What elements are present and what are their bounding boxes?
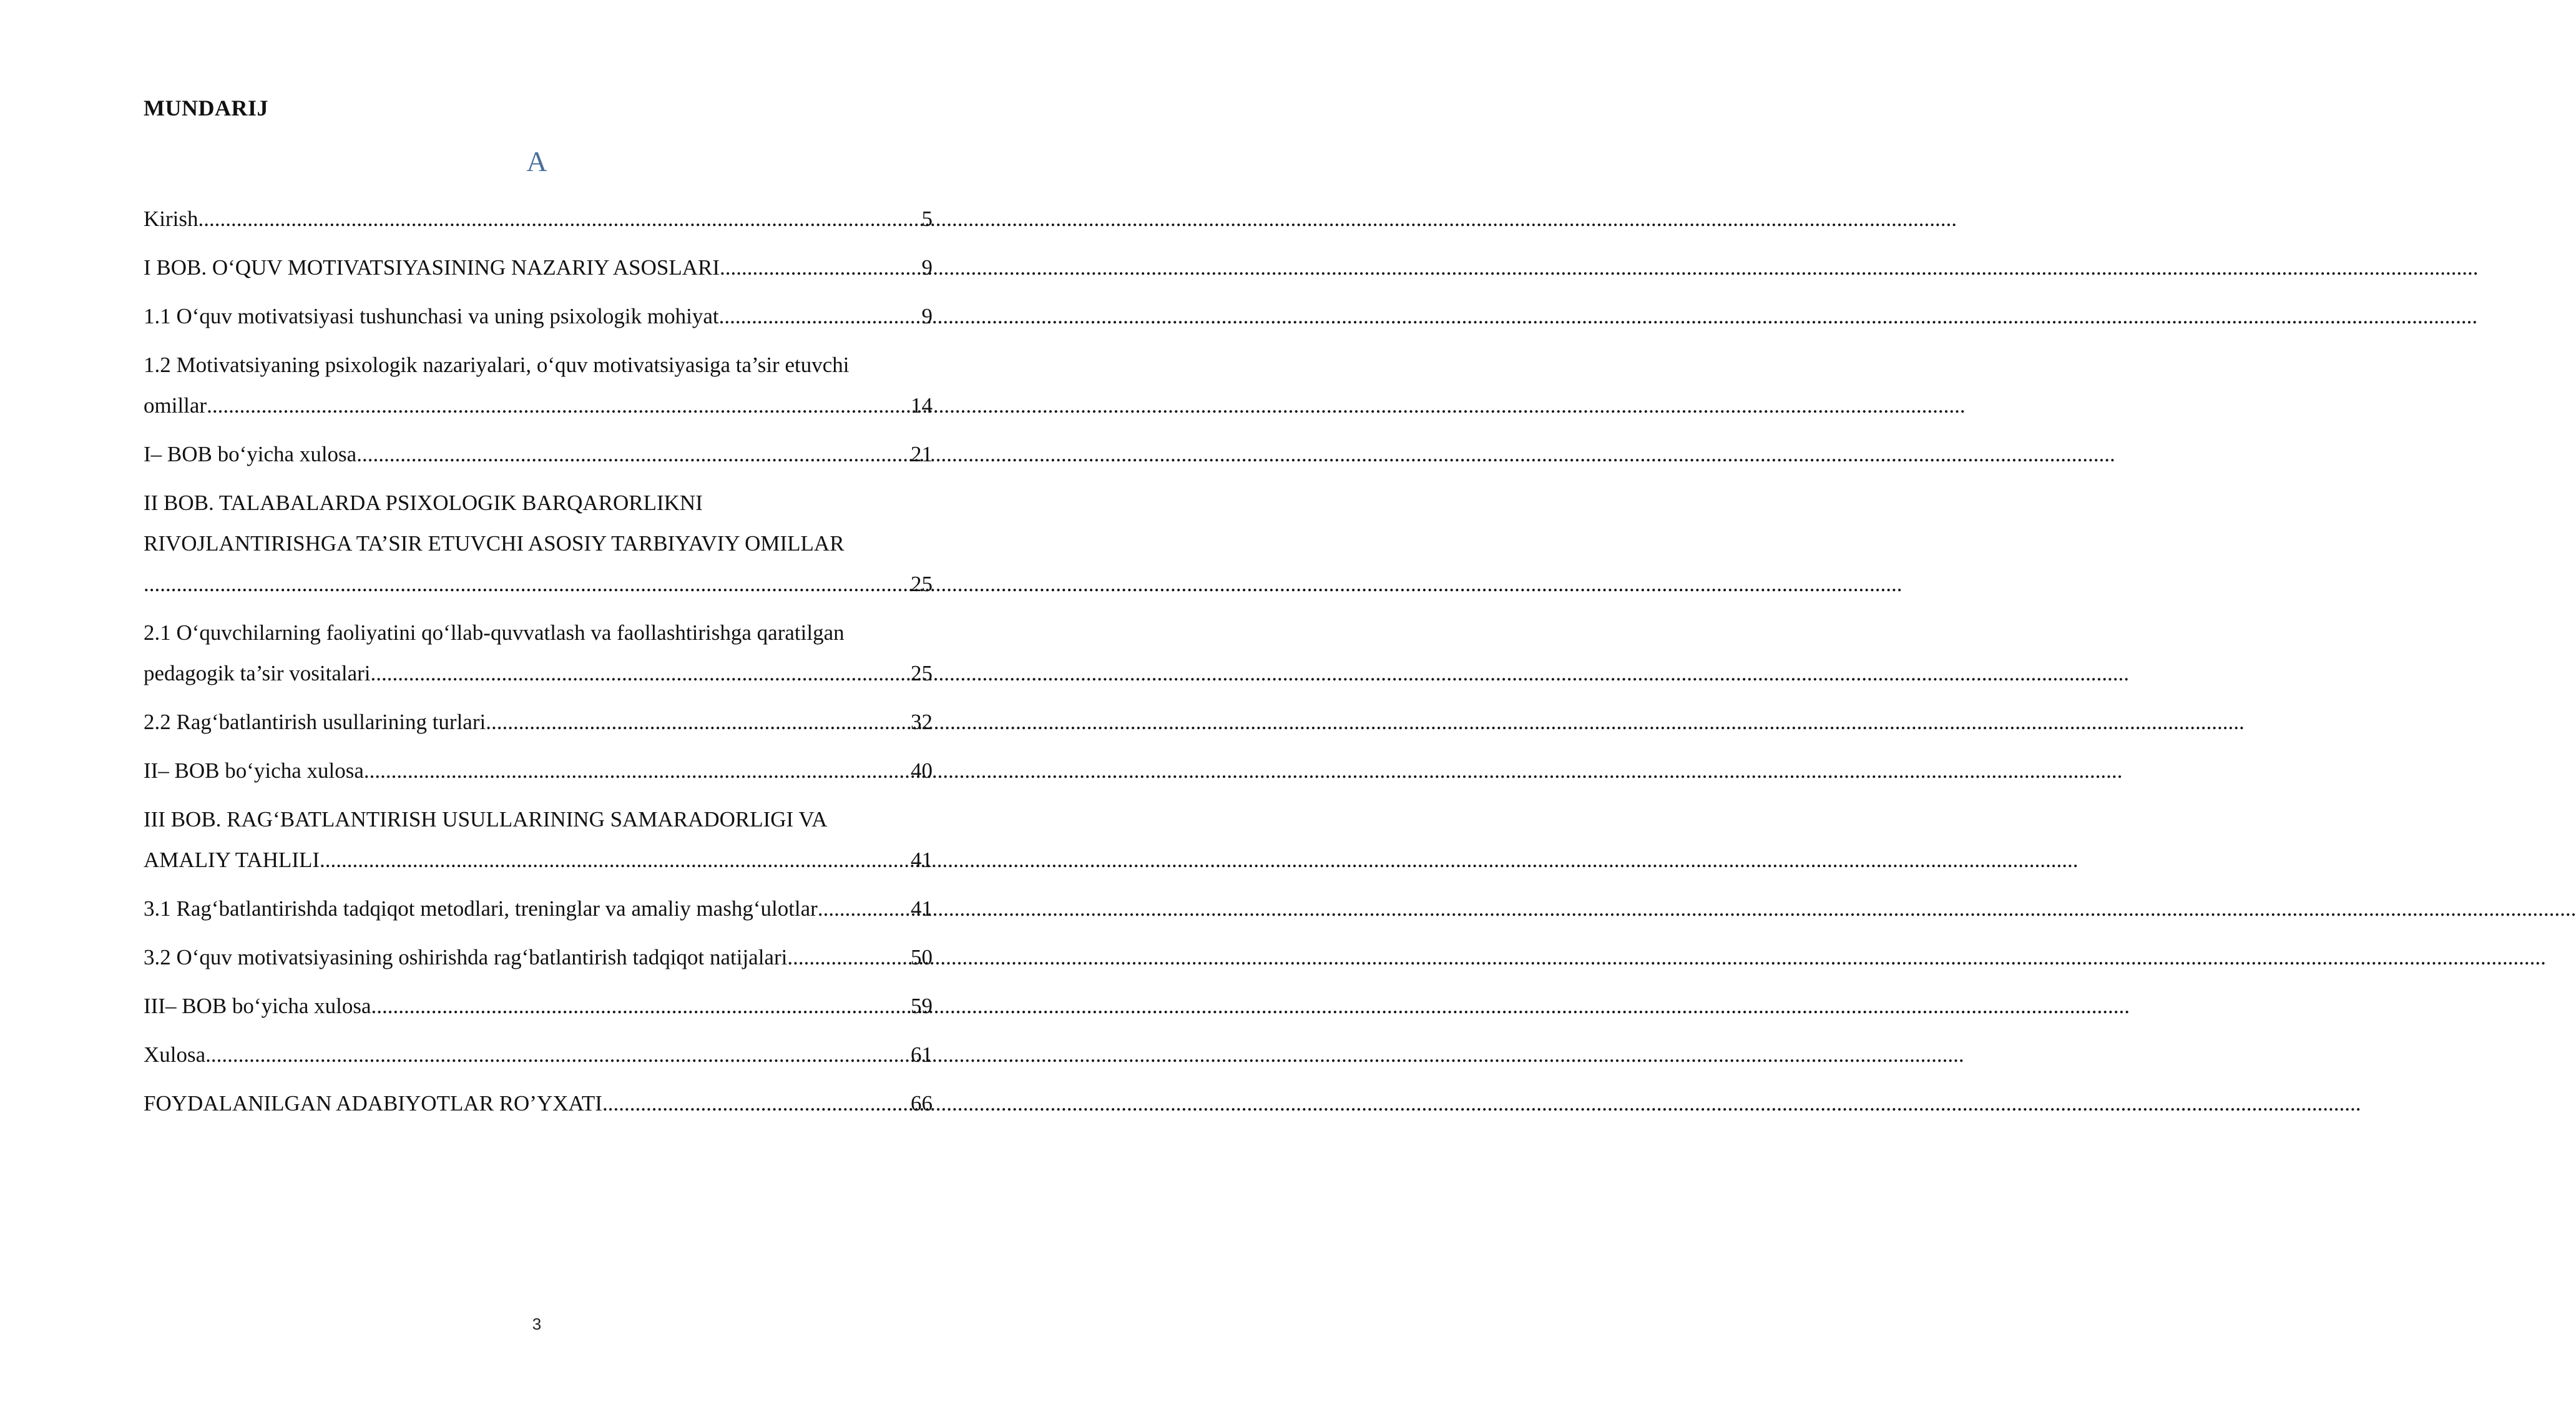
dot-leader (720, 247, 919, 288)
toc-entry[interactable] (144, 199, 933, 239)
toc-entry-leader-line (144, 385, 933, 426)
toc-entry-leader-line (144, 750, 933, 791)
toc-entry-leader-line (144, 840, 933, 880)
dot-leader (320, 840, 908, 880)
toc-entry[interactable] (144, 986, 933, 1026)
dot-leader (486, 702, 908, 742)
toc-entry-title: 2.2 Rag‘batlantirish usullarining turlari (144, 710, 486, 734)
toc-entry-page-number: 25 (911, 661, 933, 685)
document-page (0, 0, 999, 1412)
toc-entry-page-number: 50 (911, 945, 933, 969)
toc-entry-title: 1.1 O‘quv motivatsiyasi tushunchasi va uning psixologik mohiyat (144, 304, 719, 328)
toc-entry[interactable] (144, 888, 933, 929)
toc-entry[interactable] (144, 345, 933, 426)
toc-entry-page-number: 41 (911, 896, 933, 921)
dot-leader (356, 434, 908, 474)
toc-entry-title: AMALIY TAHLILI (144, 848, 320, 872)
toc-entry-title: Kirish (144, 207, 198, 231)
dot-leader (787, 937, 908, 978)
dot-leader (371, 986, 908, 1026)
toc-entry-title: FOYDALANILGAN ADABIYOTLAR RO’YXATI (144, 1091, 602, 1115)
toc-entry[interactable] (144, 296, 933, 336)
dot-leader (198, 199, 919, 239)
toc-entry-page-number: 66 (911, 1091, 933, 1115)
toc-entry-page-number: 40 (911, 758, 933, 783)
toc-entry-leader-line (144, 434, 933, 474)
toc-subheading: A (526, 145, 547, 177)
toc-entry-title-line: 2.1 O‘quvchilarning faoliyatini qo‘llab-quvvatlash va faollashtirishga qaratilgan (144, 620, 845, 645)
dot-leader (205, 1034, 908, 1075)
toc-entry-leader-line (144, 564, 933, 604)
toc-entry[interactable] (144, 1034, 933, 1075)
toc-entry-leader-line (144, 1034, 933, 1075)
toc-entry[interactable] (144, 702, 933, 742)
toc-entry-leader-line (144, 296, 933, 336)
toc-entry[interactable] (144, 799, 933, 880)
toc-entry-page-number: 9 (921, 304, 933, 328)
toc-entry-page-number: 32 (911, 710, 933, 734)
toc-entry[interactable] (144, 937, 933, 978)
toc-entry-title: II– BOB bo‘yicha xulosa (144, 758, 364, 783)
toc-entry-page-number: 14 (911, 393, 933, 418)
dot-leader (207, 385, 908, 426)
toc-entry-title: omillar (144, 393, 207, 418)
toc-entry-leader-line (144, 653, 933, 694)
toc-entry-page-number: 25 (911, 572, 933, 596)
toc-entry[interactable] (144, 612, 933, 694)
toc-entry-page-number: 41 (911, 848, 933, 872)
toc-entry-title: III– BOB bo‘yicha xulosa (144, 994, 371, 1018)
toc-entry[interactable] (144, 483, 933, 604)
dot-leader (719, 296, 919, 336)
toc-entry[interactable] (144, 750, 933, 791)
toc-entry-leader-line (144, 1083, 933, 1124)
table-of-contents (144, 199, 933, 1132)
toc-entry-leader-line (144, 986, 933, 1026)
dot-leader (144, 564, 908, 604)
toc-entry-page-number: 21 (911, 442, 933, 466)
dot-leader (364, 750, 908, 791)
dot-leader (818, 888, 908, 929)
toc-entry-page-number: 59 (911, 994, 933, 1018)
toc-entry-page-number: 61 (911, 1042, 933, 1067)
toc-entry-title: pedagogik ta’sir vositalari (144, 661, 371, 685)
toc-entry-title: I– BOB bo‘yicha xulosa (144, 442, 357, 466)
toc-entry-page-number: 9 (921, 255, 933, 280)
toc-entry[interactable] (144, 247, 933, 288)
toc-entry-leader-line (144, 199, 933, 239)
toc-entry-leader-line (144, 247, 933, 288)
toc-entry-page-number: 5 (921, 207, 933, 231)
toc-entry-title-line: II BOB. TALABALARDA PSIXOLOGIK BARQARORLIKNI (144, 491, 703, 515)
toc-entry-title: 3.1 Rag‘batlantirishda tadqiqot metodlari, treninglar va amaliy mashg‘ulotlar (144, 896, 818, 921)
toc-entry-title: I BOB. O‘QUV MOTIVATSIYASINING NAZARIY ASOSLARI (144, 255, 720, 280)
toc-entry-leader-line (144, 888, 933, 929)
toc-entry-title: Xulosa (144, 1042, 206, 1067)
toc-entry[interactable] (144, 1083, 933, 1124)
toc-entry-title-line: III BOB. RAG‘BATLANTIRISH USULLARINING SAMARADORLIGI VA (144, 807, 828, 831)
toc-entry-title-line: 1.2 Motivatsiyaning psixologik nazariyalari, o‘quv motivatsiyasiga ta’sir etuvchi (144, 353, 850, 377)
toc-entry-leader-line (144, 937, 933, 978)
dot-leader (371, 653, 908, 694)
page-number: 3 (532, 1315, 542, 1333)
toc-entry-leader-line (144, 702, 933, 742)
toc-entry[interactable] (144, 434, 933, 474)
toc-entry-title: 3.2 O‘quv motivatsiyasining oshirishda rag‘batlantirish tadqiqot natijalari (144, 945, 788, 969)
toc-entry-title-line: RIVOJLANTIRISHGA TA’SIR ETUVCHI ASOSIY TARBIYAVIY OMILLAR (144, 531, 845, 556)
toc-heading: MUNDARIJ (144, 96, 268, 120)
dot-leader (602, 1083, 908, 1124)
